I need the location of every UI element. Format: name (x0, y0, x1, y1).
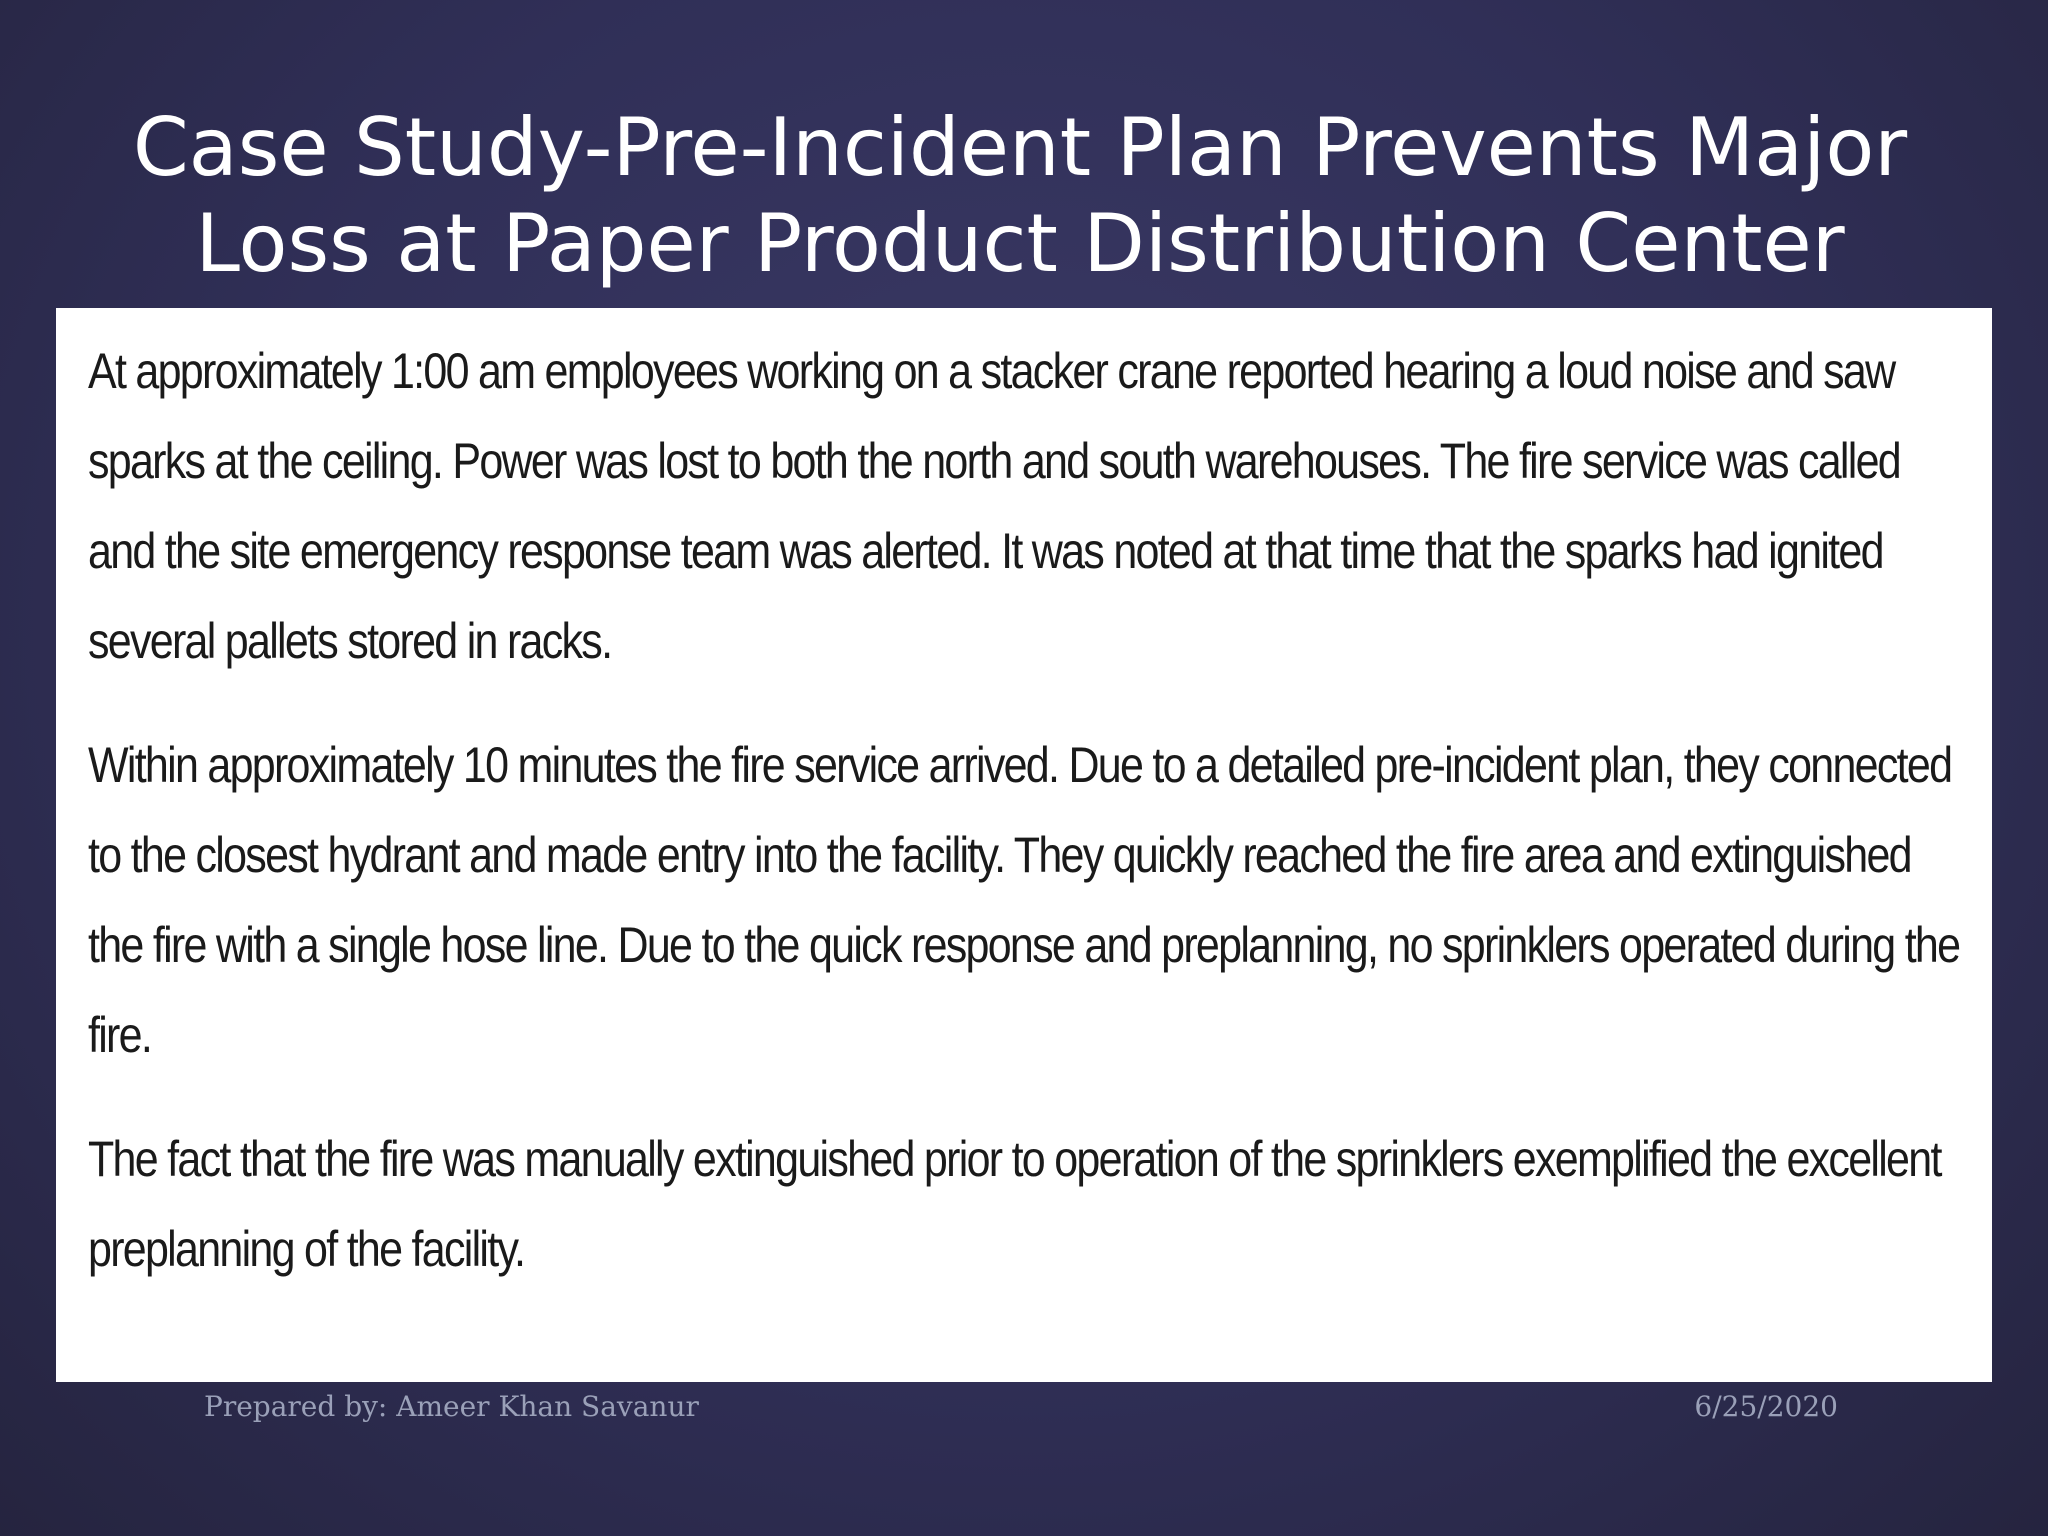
slide-title-line-1: Case Study-Pre-Incident Plan Prevents Major (132, 101, 1908, 194)
footer-author: Prepared by: Ameer Khan Savanur (204, 1390, 699, 1423)
footer-date: 6/25/2020 (1694, 1390, 1838, 1423)
paragraph-incident: At approximately 1:00 am employees working on a stacker crane reported hearing a loud noise and saw sparks at the ceiling. Power was lost to both the north and south warehouses. The fire service was called and the site emergency response team was alerted. It was noted at that time that the sparks had ignited several pallets stored in racks. (88, 343, 1900, 669)
paragraph-response: Within approximately 10 minutes the fire service arrived. Due to a detailed pre-incident plan, they connected to the closest hydrant and made entry into the facility. They quickly reached the fire area and extinguished the fire with a single hose line. Due to the quick response and preplanning, no sprinklers operated during the fire. (88, 737, 1960, 1063)
paragraph-conclusion: The fact that the fire was manually extinguished prior to operation of the sprinklers exemplified the excellent preplanning of the facility. (88, 1131, 1941, 1277)
case-study-text-panel (56, 308, 1992, 1382)
slide-title-line-2: Loss at Paper Product Distribution Center (195, 197, 1845, 290)
slide-title (120, 100, 1920, 292)
